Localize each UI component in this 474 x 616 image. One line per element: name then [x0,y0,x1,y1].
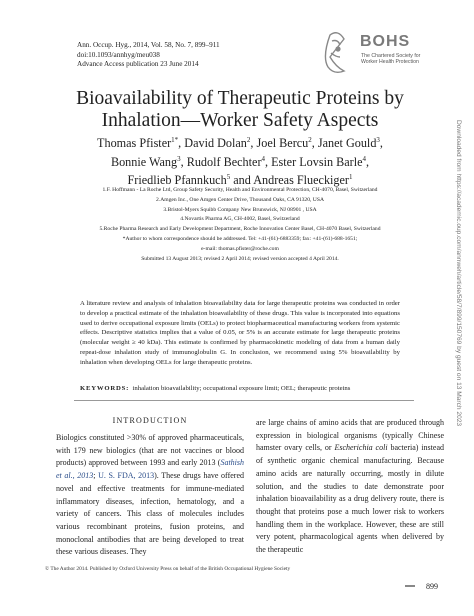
col2-text: bacteria) instead of synthetic organic chemical manufacturing. Because amino acids are naturally occurring, mostly in dilute solution, and the studies to date demonstrate poor inhalation bioavailability as a drug delivery route, there is thought that proteins pose a much lower risk to workers handling them in the workplace. However, these are still very potent, pharmacological agents when delivered by the therapeutic [256,443,444,555]
title-line1: Bioavailability of Therapeutic Proteins by [76,88,404,109]
author-name[interactable]: , Joel Bercu [250,136,309,151]
affiliations [70,186,410,264]
affiliation-line: 3.Bristol-Myers Squibb Company New Brunswick, NJ 08901 , USA [163,206,317,213]
download-watermark [452,120,464,520]
section-heading-introduction: INTRODUCTION [112,416,188,425]
keywords-label: KEYWORDS: [80,385,130,392]
author-sup: 4 [261,154,266,163]
affiliation-line: 2.Amgen Inc., One Amgen Center Drive, Thousand Oaks, CA 91320, USA [156,196,324,203]
affiliation-line: 5.Roche Pharma Research and Early Development Department, Roche Innovation Center Basel, CH-4070 Basel, Switzerland [99,226,381,233]
author-sup: 2 [308,136,312,144]
keywords [80,384,410,393]
intro-text: Biologics constituted >30% of approved pharmaceuticals, with 179 new biologics (that are not vaccines or blood products) approved between 1993 and early 2013 ( [56,433,244,468]
author-sup: 1* [171,136,179,144]
citation-link[interactable]: U. S. FDA, 2013 [98,471,155,481]
author-sup: 5 [226,173,231,182]
author-line2 [60,152,420,171]
author-name[interactable]: , Ester Lovsin Barle [265,154,363,169]
intro-text: ; [93,471,99,481]
author-name[interactable]: Bonnie Wang [110,154,178,169]
author-list [60,133,420,189]
author-name[interactable]: Friedlieb Pfannkuch [127,173,227,188]
divider [74,400,414,401]
author-name[interactable]: , Rudolf Bechter [180,154,262,169]
author-name[interactable]: and Andreas Flueckiger [230,173,349,188]
intro-text: ). These drugs have offered novel and effective treatments for immune-mediated inflammatory diseases, infection, hematology, and a variety of cancers. This class of molecules includes various recombinant proteins, fusion proteins, and monoclonal antibodies that are being developed to treat these various diseases. They [56,471,245,557]
doi: doi:10.1093/annhyg/meu038 [77,50,160,59]
keywords-text: inhalation bioavailability; occupational exposure limit; OEL; therapeutic proteins [132,385,351,392]
col2-text: are large chains of amino acids that are produced through expression in biological organisms (typically Chinese hamster ovary cells, or [256,418,444,453]
abstract: A literature review and analysis of inhalation bioavailability data for large therapeutic proteins was conducted in order to develop a practical estimate of the inhalation bioavailability of these drugs. This value is incorporated into equations used to derive occupational exposure limits (OELs) to protect biopharmaceutical manufacturing workers from systemic effects. Descriptive statistics implies that a value of 0.05, or 5% is an accurate estimate for large therapeutic proteins (molecular weight ≥ 40 kDa). This estimate is confirmed by pharmacokinetic modeling of data from a human daily repeat-dose inhalation study of immunoglobulin G. In conclusion, we recommend using 5% bioavailability by inhalation when developing OELs for large therapeutic proteins. [80,300,400,366]
author-name[interactable]: Thomas Pfister [97,136,172,151]
logo-name: BOHS [360,33,411,50]
author-name[interactable]: , David Dolan [178,136,247,151]
correspondence-line: *Author to whom correspondence should be addressed. Tel: +41-(61)-6883359; fax: +41-(61)-688-1651; [122,235,358,242]
author-sup: 1 [348,173,353,182]
species-name: Escherichia coli [334,443,388,453]
logo-subtitle [361,53,441,65]
submission-dates: Submitted 13 August 2013; revised 2 April 2014; revised version accepted 4 April 2014. [141,255,339,262]
page-marker [405,585,415,587]
copyright-footnote: © The Author 2014. Published by Oxford University Press on behalf of the British Occupational Hygiene Society [45,566,291,572]
email-link[interactable]: e-mail: thomas.pfister@roche.com [201,245,279,252]
download-text: Downloaded from https://academic.oup.com/annweh/article/58/7/899/150769 by guest on 13 March 2023 [455,120,462,427]
title-line2: Inhalation—Worker Safety Aspects [101,110,379,131]
paper-title [60,88,420,132]
page-number: 899 [426,582,438,591]
author-sup: 3 [376,136,380,144]
citation-link[interactable]: Sathish et al., 2013 [56,458,244,481]
author-name[interactable]: , Janet Gould [311,136,377,151]
author-sup: 2 [246,136,251,144]
author-sup: 4 [362,154,366,163]
journal-info [77,41,277,70]
affiliation-line: 1.F. Hoffmann - La Roche Ltd, Group Safety Security, Health and Environmental Protection, CH-4070, Basel, Switzerland [102,187,378,193]
author-sep: , [366,154,370,169]
author-line1 [60,133,420,152]
intro-column-1 [56,432,244,559]
logo-subtitle-line1: The Chartered Society for [361,53,421,59]
logo-subtitle-line2: Worker Health Protection [361,59,419,66]
journal-citation: Ann. Occup. Hyg., 2014, Vol. 58, No. 7, 899–911 [77,41,220,49]
intro-column-2 [256,417,444,557]
author-sup: 3 [177,154,181,163]
affiliation-line: 4.Novartis Pharma AG, CH-4002, Basel, Switzerland [180,216,300,223]
advance-access: Advance Access publication 23 June 2014 [77,60,199,69]
author-sep: , [379,136,383,151]
